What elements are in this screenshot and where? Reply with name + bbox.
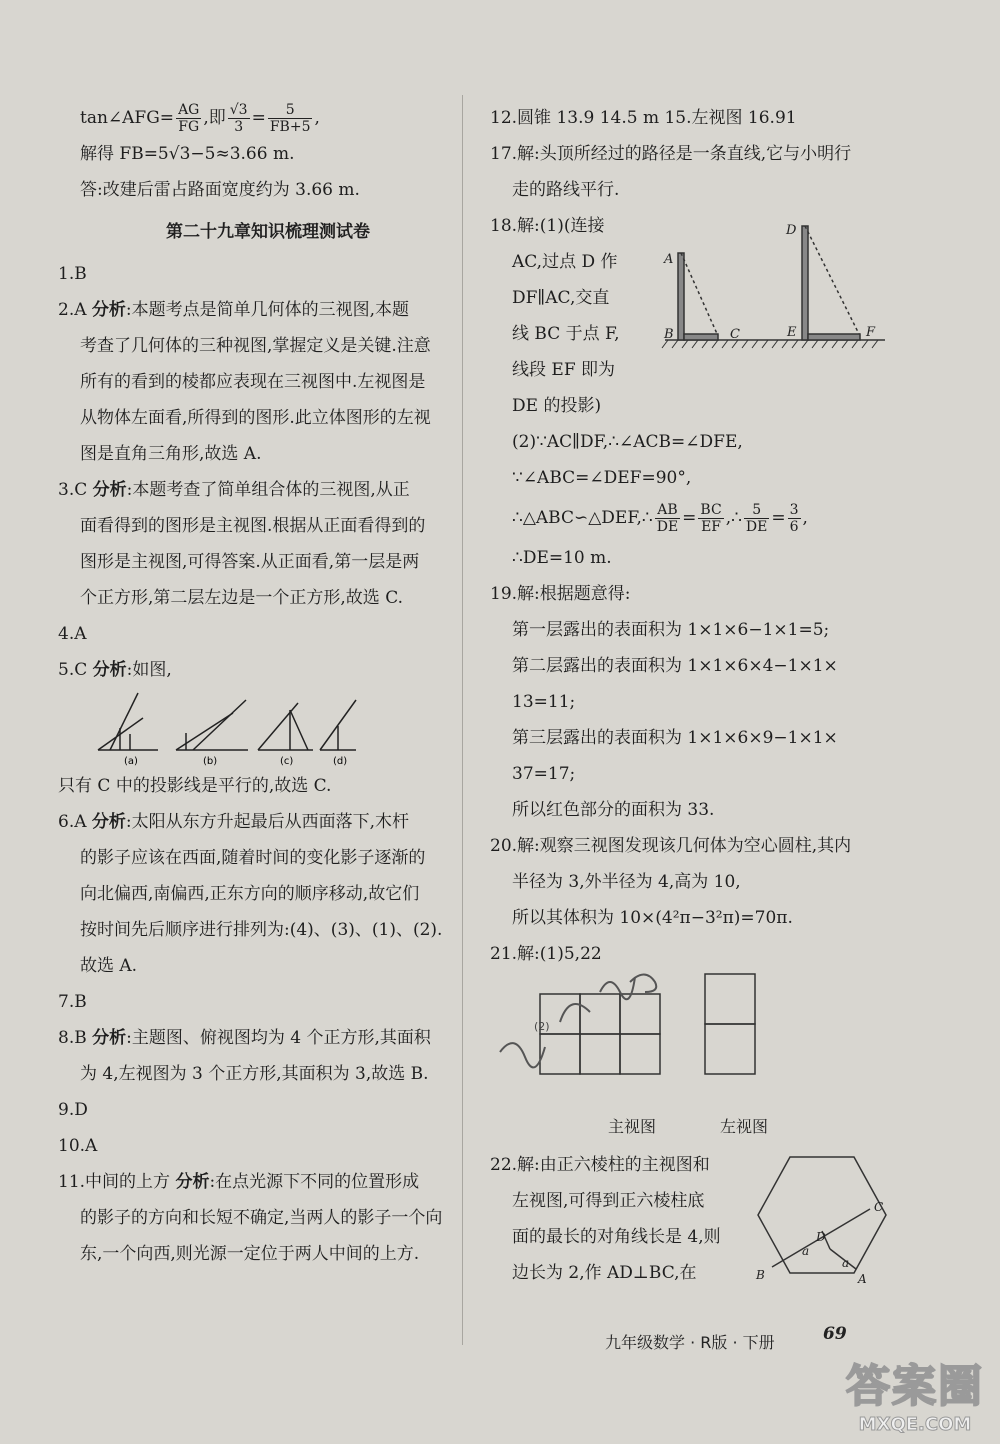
fraction: [176, 102, 201, 135]
q10: 10.A: [58, 1136, 98, 1156]
q22-l3: 面的最长的对角线长是 4,则: [512, 1227, 721, 1247]
analysis-label: 分析: [175, 1172, 210, 1192]
text: =: [251, 108, 266, 128]
watermark: [840, 1350, 990, 1435]
analysis-label: 分析: [91, 300, 126, 320]
right-column: [490, 100, 900, 1287]
q20-l3: 所以其体积为 10×(4²π−3²π)=70π.: [512, 908, 793, 928]
q22-block: [490, 1147, 900, 1287]
label-D: D: [786, 223, 797, 238]
label-B: B: [664, 327, 674, 342]
q20-l2: 半径为 3,外半径为 4,高为 10,: [512, 872, 741, 892]
hex-label-C: C: [874, 1200, 884, 1214]
text: :本题考查了简单组合体的三视图,从正: [126, 480, 410, 500]
page-footer: [605, 1324, 847, 1353]
text: ,∴: [725, 508, 742, 528]
fraction: [268, 102, 313, 135]
q11-l2: 的影子的方向和长短不确定,当两人的影子一个向: [80, 1208, 443, 1228]
numerator: 5: [268, 102, 313, 119]
left-column: [58, 100, 478, 1272]
q18-l5: 线段 EF 即为: [512, 360, 616, 380]
denominator: 6: [789, 519, 799, 535]
q2-line: [58, 292, 478, 328]
q21-l1: 21.解:(1)5,22: [490, 944, 602, 964]
fig-label-d: (d): [333, 756, 348, 767]
q4: 4.A: [58, 624, 87, 644]
q18-l1: 18.解:(1)(连接: [490, 216, 605, 236]
label-C: C: [730, 327, 740, 342]
answer-line: 答:改建后雷占路面宽度约为 3.66 m.: [80, 180, 360, 200]
projection-figure: [58, 688, 358, 768]
q22-l2: 左视图,可得到正六棱柱底: [512, 1191, 705, 1211]
text: :在点光源下不同的位置形成: [209, 1172, 420, 1192]
q3-l2: 面看得到的图形是主视图.根据从正面看得到的: [80, 516, 426, 536]
q6-l5: 故选 A.: [80, 956, 138, 976]
fraction: [788, 502, 801, 535]
numerator: AG: [178, 102, 200, 118]
label-E: E: [787, 325, 797, 340]
q6-l2: 的影子应该在西面,随着时间的变化影子逐渐的: [80, 848, 426, 868]
text: =: [682, 508, 697, 528]
denominator: DE: [745, 519, 768, 535]
q20-l1: 20.解:观察三视图发现该几何体为空心圆柱,其内: [490, 836, 852, 856]
q19-l5: 第三层露出的表面积为 1×1×6×9−1×1×: [512, 728, 838, 748]
q2-head: 2.A: [58, 300, 87, 320]
q18-l2: AC,过点 D 作: [512, 252, 618, 272]
tan-equation: [58, 100, 478, 136]
numerator: 5: [744, 502, 769, 519]
section-title: 第二十九章知识梳理测试卷: [166, 222, 370, 242]
numerator: √3: [229, 102, 248, 118]
label-A: A: [664, 252, 674, 267]
fraction: [228, 102, 250, 135]
footer-label: 九年级数学 · R版 · 下册: [605, 1333, 775, 1352]
q22-l4: 边长为 2,作 AD⊥BC,在: [512, 1263, 697, 1283]
q6-l4: 按时间先后顺序进行排列为:(4)、(3)、(1)、(2).: [80, 920, 443, 940]
q5-line: [58, 652, 478, 688]
text: :如图,: [126, 660, 172, 680]
q2-l4: 从物体左面看,所得到的图形.此立体图形的左视: [80, 408, 431, 428]
denominator: FG: [178, 119, 200, 135]
hex-label-a1: a: [802, 1244, 810, 1258]
q18-l8: ∵∠ABC=∠DEF=90°,: [512, 468, 692, 488]
q18-l6: DE 的投影): [512, 396, 602, 416]
numerator: BC: [700, 502, 722, 518]
q2-l5: 图是直角三角形,故选 A.: [80, 444, 262, 464]
q11-head: 11.中间的上方: [58, 1172, 171, 1192]
analysis-label: 分析: [92, 1028, 127, 1048]
text: :主题图、俯视图均为 4 个正方形,其面积: [126, 1028, 431, 1048]
numerator: 3: [789, 502, 799, 518]
text: ∴△ABC∽△DEF,∴: [512, 508, 653, 528]
q8-head: 8.B: [58, 1028, 87, 1048]
fig-label-a: (a): [124, 756, 138, 767]
denominator: 3: [234, 119, 244, 135]
fraction: [698, 502, 723, 535]
analysis-label: 分析: [91, 812, 126, 832]
q18-l3: DF∥AC,交直: [512, 288, 610, 308]
q3-l3: 图形是主视图,可得答案.从正面看,第一层是两: [80, 552, 420, 572]
q18-l7: (2)∵AC∥DF,∴∠ACB=∠DFE,: [512, 432, 743, 452]
watermark-logo: 答案圈: [846, 1361, 984, 1412]
watermark-url: MXQE.COM: [858, 1414, 972, 1435]
q6-l3: 向北偏西,南偏西,正东方向的顺序移动,故它们: [80, 884, 420, 904]
q19-l4: 13=11;: [512, 692, 576, 712]
q19-l7: 所以红色部分的面积为 33.: [512, 800, 715, 820]
text: tan∠AFG=: [80, 108, 175, 128]
q19-l6: 37=17;: [512, 764, 576, 784]
page-number: 69: [823, 1324, 847, 1344]
q6-line: [58, 804, 478, 840]
text: ,: [802, 508, 808, 528]
hex-label-B: B: [756, 1268, 765, 1282]
q2-l2: 考查了几何体的三种视图,掌握定义是关键.注意: [80, 336, 431, 356]
solve-line: 解得 FB=5√3−5≈3.66 m.: [80, 144, 295, 164]
q6-head: 6.A: [58, 812, 87, 832]
hexagon-figure: [752, 1149, 892, 1289]
denominator: FB+5: [269, 119, 311, 135]
q11-line: [58, 1164, 478, 1200]
q18-block: [490, 208, 900, 388]
text: ,: [314, 108, 320, 128]
text: :太阳从东方升起最后从西面落下,木杆: [125, 812, 410, 832]
q1: 1.B: [58, 264, 87, 284]
q19-l3: 第二层露出的表面积为 1×1×6×4−1×1×: [512, 656, 838, 676]
q3-l4: 个正方形,第二层左边是一个正方形,故选 C.: [80, 588, 404, 608]
q12-16: 12.圆锥 13.9 14.5 m 15.左视图 16.91: [490, 108, 797, 128]
analysis-label: 分析: [92, 660, 127, 680]
q5-l2: 只有 C 中的投影线是平行的,故选 C.: [58, 776, 332, 796]
hex-label-A: A: [858, 1272, 867, 1286]
fraction: [655, 502, 680, 535]
shadow-figure: [660, 218, 890, 368]
q17-l2: 走的路线平行.: [512, 180, 620, 200]
q3-head: 3.C: [58, 480, 88, 500]
text: :本题考点是简单几何体的三视图,本题: [125, 300, 410, 320]
fig-label-c: (c): [280, 756, 294, 767]
numerator: AB: [655, 502, 680, 519]
label-F: F: [866, 325, 876, 340]
q3-line: [58, 472, 478, 508]
q9: 9.D: [58, 1100, 88, 1120]
q8-line: [58, 1020, 478, 1056]
q11-l3: 东,一个向西,则光源一定位于两人中间的上方.: [80, 1244, 420, 1264]
q19-l1: 19.解:根据题意得:: [490, 584, 631, 604]
hex-label-a2: a: [842, 1256, 850, 1270]
q19-l2: 第一层露出的表面积为 1×1×6−1×1=5;: [512, 620, 830, 640]
analysis-label: 分析: [92, 480, 127, 500]
q8-l2: 为 4,左视图为 3 个正方形,其面积为 3,故选 B.: [80, 1064, 429, 1084]
q17-l1: 17.解:头顶所经过的路径是一条直线,它与小明行: [490, 144, 852, 164]
main-view-caption: 主视图: [608, 1117, 657, 1136]
q18-l10: ∴DE=10 m.: [512, 548, 612, 568]
q18-l9: [490, 496, 900, 540]
three-view-figure: [490, 972, 870, 1147]
denominator: DE: [656, 519, 679, 535]
q2-l3: 所有的看到的棱都应表现在三视图中.左视图是: [80, 372, 426, 392]
fraction: [744, 502, 769, 535]
left-view-caption: 左视图: [720, 1117, 769, 1136]
handwritten-note: (2): [534, 1020, 550, 1033]
text: ,即: [203, 108, 226, 128]
fig-label-b: (b): [203, 756, 218, 767]
q18-l4: 线 BC 于点 F,: [512, 324, 620, 344]
q5-head: 5.C: [58, 660, 88, 680]
q22-l1: 22.解:由正六棱柱的主视图和: [490, 1155, 710, 1175]
denominator: EF: [701, 519, 722, 535]
text: =: [771, 508, 786, 528]
q7: 7.B: [58, 992, 87, 1012]
hex-label-D: D: [816, 1230, 826, 1244]
